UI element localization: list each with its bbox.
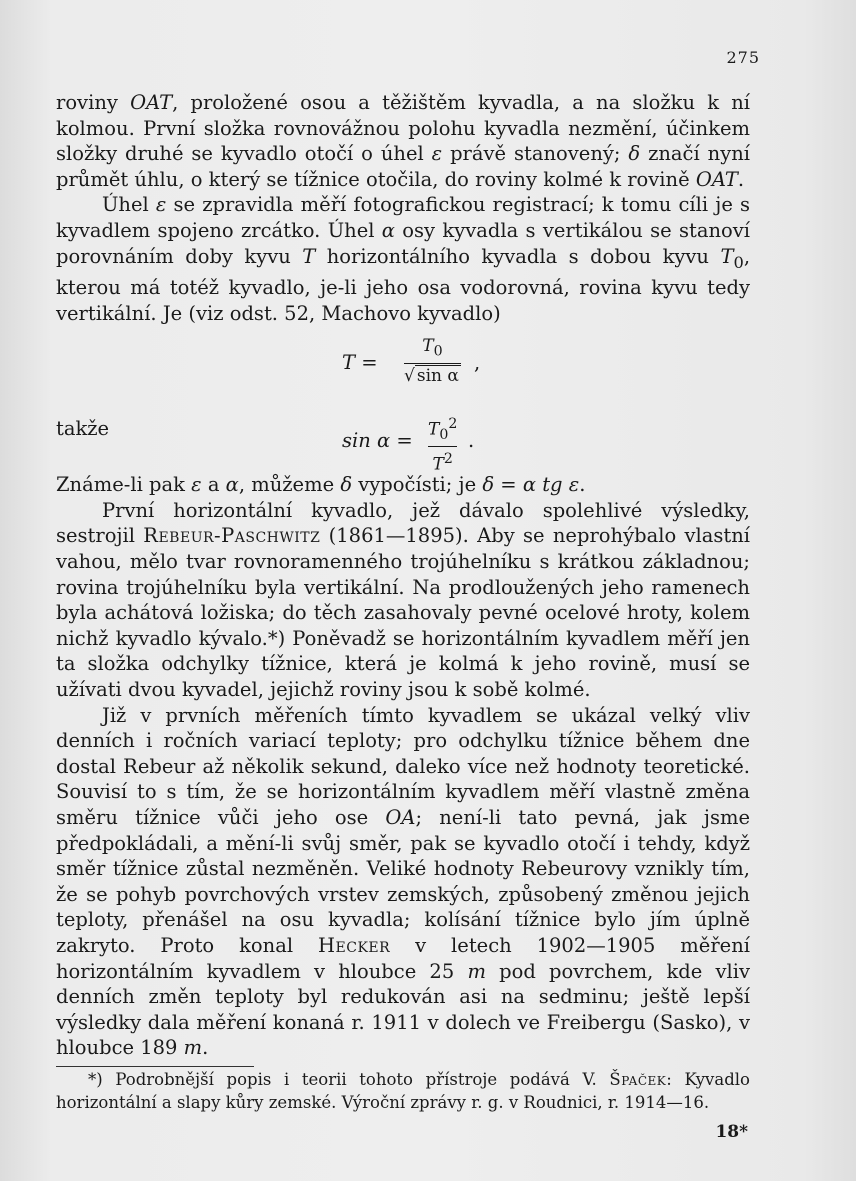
- text-run: =: [494, 473, 523, 497]
- math-symbol: T: [422, 336, 434, 357]
- text-run: značí nyní průmět úhlu, o který se tížnice otočila, do roviny kolmé k rovině: [56, 142, 751, 191]
- text-run: , kterou má totéž kyvadlo, je-li jeho osa vodorovná, rovina kyvu tedy vertikální. Je (viz odst. 52, Machovo kyvadlo): [56, 244, 751, 325]
- text-run: vypočísti; je: [352, 473, 483, 497]
- math-subscript: 0: [433, 343, 443, 360]
- body-text: [56, 90, 750, 1061]
- math-symbol: T: [428, 419, 440, 440]
- formula-period: [56, 336, 750, 388]
- text-run: roviny: [56, 91, 131, 114]
- unit-symbol: m: [183, 1036, 203, 1060]
- math-symbol: T: [432, 454, 444, 475]
- text-run: , proložené osou a těžištěm kyvadla, a na složku k ní kolmou. První složka rovnovážnou polohu kyvadla nezmění, účinkem složky druhé se kyvadlo otočí o úhel: [56, 91, 751, 166]
- text-run: Známe-li pak: [56, 473, 192, 497]
- radicand: sin α: [416, 365, 459, 386]
- math-subscript: 0: [439, 427, 449, 444]
- text-run: ; není-li tato pevná, jak jsme předpokládali, a mění-li svůj směr, pak se kyvadlo otočí i tehdy, když směr tížnice zůstal nezměněn. Veliké hodnoty Rebeurovy vznikly tím, že se pohyb povrchových vrstev zemských, způsobený změnou jejich teploty, přenášel na osu kyvadla; kolísání tížnice bylo jím úplně zakryto. Proto konal: [56, 805, 750, 957]
- text-run: právě stanovený;: [442, 142, 629, 166]
- math-symbol: T: [302, 244, 316, 268]
- paragraph-4: [56, 498, 750, 703]
- math-symbol: δ: [482, 473, 495, 497]
- paragraph-3: [56, 472, 750, 498]
- text-run: *) Podrobnější popis i teorii tohoto přístroje podává V.: [88, 1070, 610, 1089]
- author-name: Špaček: [609, 1070, 667, 1089]
- footnote-text: [56, 1068, 750, 1114]
- unit-symbol: m: [467, 959, 486, 983]
- math-symbol: α: [381, 218, 395, 242]
- math-expression: α tg ε: [522, 473, 580, 497]
- formula-lhs: T =: [342, 351, 378, 375]
- text-run: , můžeme: [238, 473, 341, 497]
- paragraph-5: [56, 703, 750, 1061]
- page-number: 275: [726, 48, 760, 67]
- connective-word: takže: [56, 417, 110, 441]
- math-superscript: 2: [448, 416, 458, 433]
- fraction-numerator: [428, 414, 457, 445]
- formula-fraction: [404, 336, 461, 385]
- formula-lhs: sin α =: [342, 429, 413, 453]
- math-symbol: ε: [431, 142, 443, 166]
- math-symbol: OAT: [695, 167, 738, 191]
- footnote-rule: [56, 1066, 254, 1067]
- math-symbol: ε: [191, 473, 202, 497]
- text-run: Úhel: [102, 193, 156, 217]
- formula-fraction: [428, 414, 457, 475]
- math-symbol: OAT: [130, 91, 173, 114]
- text-run: : Kyvadlo horizontální a slapy kůry zemské. Výroční zprávy r. g. v Roudnici, r. 1914—16.: [56, 1070, 750, 1112]
- text-run: (1861—1895). Aby se neprohýbalo vlastní vahou, mělo tvar rovnoramenného trojúhelníku s krátkou základnou; rovina trojúhelníku byla vertikální. Na prodloužených jeho ramenech byla achátová ložiska; do těch zasahovaly pevné ocelové hroty, kolem nichž kyvadlo kývalo.*) Poněvadž se horizontálním kyvadlem měří jen ta složka odchylky tížnice, která je kolmá k jeho rovině, musí se užívati dvou kyvadel, jejichž roviny jsou k sobě kolmé.: [56, 524, 751, 701]
- text-run: .: [202, 1036, 209, 1060]
- formula-sine: [56, 398, 750, 475]
- math-symbol: OA: [385, 805, 416, 829]
- text-run: a: [201, 473, 226, 497]
- signature-mark: 18*: [715, 1122, 748, 1142]
- author-name: Rebeur-Paschwitz: [143, 524, 321, 548]
- author-name: Hecker: [318, 933, 391, 957]
- math-subscript: 0: [733, 252, 744, 272]
- fraction-bar: [404, 363, 461, 364]
- fraction-bar: [428, 446, 457, 447]
- text-run: pod povrchem, kde vliv denních změn teploty byl redukován asi na sedminu; ještě lepší výsledky dala měření konaná r. 1911 v dolech ve Freibergu (Sasko), v hloubce 189: [56, 959, 750, 1060]
- math-symbol: T: [720, 244, 734, 268]
- math-symbol: α: [225, 473, 239, 497]
- paragraph-1: [56, 90, 750, 192]
- text-run: horizontálního kyvadla s dobou kyvu: [315, 244, 721, 268]
- formula-trail: ,: [474, 351, 481, 375]
- text-run: osy kyvadla s vertikálou se stanoví porovnáním doby kyvu: [56, 218, 750, 268]
- fraction-denominator: [428, 449, 457, 475]
- math-symbol: δ: [628, 142, 641, 166]
- sqrt-sign: √: [404, 365, 415, 386]
- paragraph-2: [56, 192, 750, 326]
- text-run: se zpravidla měří fotografickou registrací; k tomu cíli je s kyvadlem spojeno zrcátko. Úhel: [56, 193, 751, 242]
- fraction-denominator: [404, 366, 461, 386]
- text-run: v letech 1902—1905 měření horizontálním kyvadlem v hloubce 25: [56, 933, 750, 983]
- math-superscript: 2: [443, 451, 453, 468]
- footnote: [56, 1068, 750, 1114]
- fraction-numerator: [404, 336, 461, 361]
- math-symbol: ε: [155, 193, 167, 217]
- text-run: První horizontální kyvadlo, jež dávalo spolehlivé výsledky, sestrojil: [56, 498, 750, 548]
- text-run: .: [737, 167, 745, 191]
- text-run: .: [579, 473, 586, 497]
- formula-trail: .: [468, 429, 475, 453]
- math-symbol: δ: [340, 473, 353, 497]
- text-run: Již v prvních měřeních tímto kyvadlem se ukázal velký vliv denních i ročních variací teploty; pro odchylku tížnice během dne dostal Rebeur až několik sekund, daleko více než hodnoty teoretické. Souvisí to s tím, že se horizontálním kyvadlem měří vlastně změna směru tížnice vůči jeho ose: [56, 703, 750, 829]
